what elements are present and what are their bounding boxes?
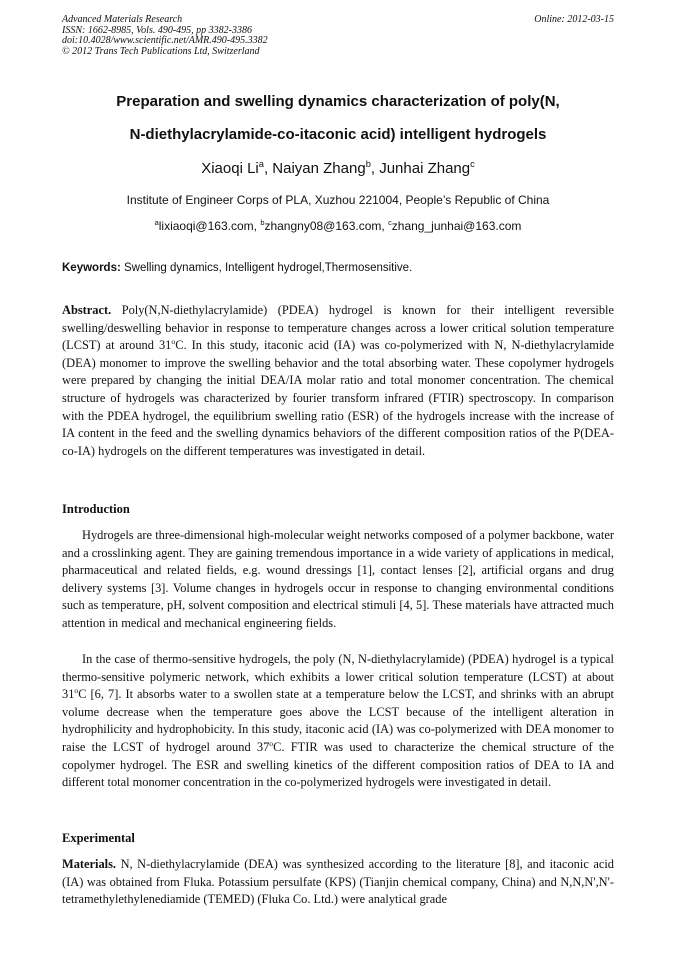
copyright-line: © 2012 Trans Tech Publications Ltd, Switzerland bbox=[62, 45, 260, 57]
intro-paragraph-1: Hydrogels are three-dimensional high-molecular weight networks composed of a polymer backbone, water and a crosslinking agent. They are gaining tremendous importance in a wide variety of applications in medical, pharmaceutical and related fields, e.g. wound dressings [1], contact lenses [2], artificial organs and drug delivery systems [3]. Volume changes in hydrogels occur in response to changing environmental conditions such as temperature, pH, solvent composition and electrical stimuli [4, 5]. These materials have attracted much attention in medical and mechanical engineering fields. bbox=[62, 528, 614, 630]
intro-p2-text-b: C [6, 7]. It absorbs water to a swollen state at a temperature below the LCST, and shrinks with an abrupt volume decrease when the temperature goes above the LCST because of the intelligent alteration in hydrophilicity and hydrophobicity. In this study, itaconic acid (IA) was co-polymerized with DEA monomer to raise the LCST of hydrogel around 37 bbox=[62, 687, 614, 754]
email-address[interactable]: lixiaoqi@163.com bbox=[158, 219, 254, 233]
materials-paragraph bbox=[62, 856, 614, 909]
email-mark: c bbox=[388, 218, 392, 227]
experimental-heading: Experimental bbox=[62, 831, 135, 845]
degree-mark: o bbox=[74, 686, 79, 696]
author-list: Xiaoqi Li$^a$, Naiyan Zhang$^b$, Junhai Zhang$^c$ bbox=[201, 159, 475, 177]
doi-line: doi:10.4028/www.scientific.net/AMR.490-495.3382 bbox=[62, 35, 268, 46]
paper-title-line-1: Preparation and swelling dynamics characterization of poly(N, bbox=[116, 93, 560, 110]
email-mark: b bbox=[260, 218, 265, 227]
materials-label: Materials. bbox=[62, 857, 117, 871]
paper-title-line-2: N-diethylacrylamide-co-itaconic acid) intelligent hydrogels bbox=[129, 126, 547, 143]
author-mark: c bbox=[470, 159, 475, 169]
online-date: Online: 2012-03-15 bbox=[534, 14, 614, 25]
intro-p2-text-a: In the case of thermo-sensitive hydrogels, the poly (N, N-diethylacrylamide) (PDEA) hydrogel is a typical thermo-sensitive polymeric network, which exhibits a lower critical solution temperature (LCST) at about 31 bbox=[62, 652, 614, 702]
abstract-text-a: Poly(N,N-diethylacrylamide) (PDEA) hydrogel is known for their intelligent reversible swelling/deswelling behavior in response to temperature changes across a lower critical solution temperature (LCST) at around 31 bbox=[62, 303, 614, 353]
author-name: Junhai Zhang bbox=[379, 160, 471, 177]
intro-p2-text-c: C. FTIR was used to characterize the chemical structure of the copolymer hydrogel. The ESR and swelling kinetics of the different composition ratios of DEA to IA and different total monomer concentration in the co-polymerized hydrogels were investigated in detail. bbox=[62, 739, 614, 790]
keywords-label: Keywords: bbox=[62, 262, 121, 274]
abstract bbox=[62, 302, 614, 460]
email-mark: a bbox=[154, 218, 159, 227]
issn-line: ISSN: 1662-8985, Vols. 490-495, pp 3382-3386 bbox=[62, 24, 252, 36]
email-list: $^a$lixiaoqi@163.com, $^b$zhangny08@163.com, $^c$zhang_junhai@163.com bbox=[154, 218, 522, 233]
author-name: Xiaoqi Li bbox=[201, 160, 259, 177]
intro-paragraph-2 bbox=[62, 651, 614, 792]
keywords bbox=[62, 262, 614, 274]
keywords-text: Swelling dynamics, Intelligent hydrogel,Thermosensitive. bbox=[124, 262, 413, 274]
intro-heading: Introduction bbox=[62, 502, 130, 516]
degree-mark: o bbox=[171, 337, 176, 347]
author-mark: b bbox=[365, 159, 371, 169]
email-address[interactable]: zhang_junhai@163.com bbox=[391, 219, 522, 233]
affiliation: Institute of Engineer Corps of PLA, Xuzhou 221004, People’s Republic of China bbox=[126, 193, 550, 207]
materials-text: N, N-diethylacrylamide (DEA) was synthesized according to the literature [8], and itaconic acid (IA) was obtained from Fluka. Potassium persulfate (KPS) (Tianjin chemical company, China) and N,N,N',N'-tetramethylethylenediamide (TEMED) (Fluka Co. Ltd.) were analytical grade bbox=[62, 857, 614, 907]
abstract-label: Abstract. bbox=[62, 303, 112, 317]
author-mark: a bbox=[258, 159, 264, 169]
email-address[interactable]: zhangny08@163.com bbox=[264, 219, 382, 233]
abstract-text-b: C. In this study, itaconic acid (IA) was co-polymerized with N, N-diethylacrylamide (DEA) monomer to improve the swelling behavior and the total absorbing water. These copolymer hydrogels were prepared by changing the initial DEA/IA molar ratio and total monomer concentration. The chemical structure of hydrogels was characterized by fourier transform infrared (FTIR) spectroscopy. In comparison with the PDEA hydrogel, the equilibrium swelling ratio (ESR) of the hydrogels increase with the increase of IA content in the feed and the swelling dynamics behaviors of the different composition ratios of the P(DEA-co-IA) hydrogels on the different temperatures was investigated in detail. bbox=[62, 338, 614, 458]
author-name: Naiyan Zhang bbox=[272, 160, 366, 177]
journal-header bbox=[62, 15, 614, 57]
degree-mark: o bbox=[269, 738, 274, 748]
journal-name: Advanced Materials Research bbox=[62, 14, 183, 25]
